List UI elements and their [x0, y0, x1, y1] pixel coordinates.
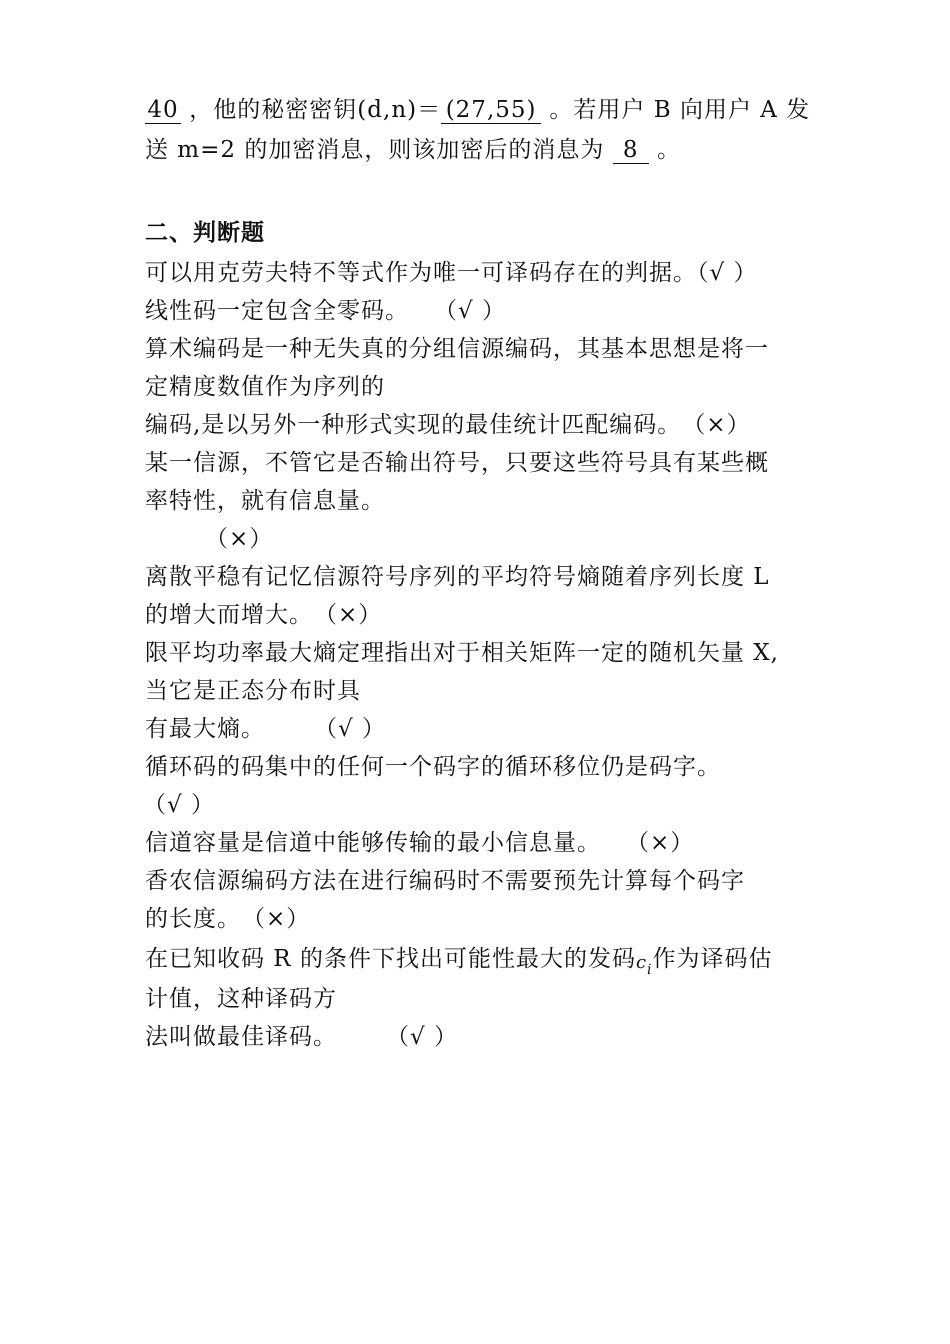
question-10-line-3: 法叫做最佳译码。 （√ ） — [145, 1024, 458, 1050]
text-segment: ，他的秘密密钥(d,n)＝ — [181, 97, 442, 123]
question-3-line-3: 编码,是以另外一种形式实现的最佳统计匹配编码。 （×） — [145, 412, 751, 438]
blank-line-2 — [145, 135, 681, 165]
question-4-line-1: 某一信源，不管它是否输出符号，只要这些符号具有某些概 — [145, 450, 769, 476]
section-heading: 二、判断题 — [145, 220, 265, 246]
question-7-line-1: 循环码的码集中的任何一个码字的循环移位仍是码字。 — [145, 754, 721, 780]
question-3-line-2: 定精度数值作为序列的 — [145, 374, 385, 400]
blank-line-1 — [145, 95, 810, 125]
codeword-symbol: c — [635, 952, 648, 973]
question-6-line-1: 限平均功率最大熵定理指出对于相关矩阵一定的随机矢量 X, — [145, 640, 779, 666]
answer-blank-public-key: 40 — [145, 97, 181, 124]
question-5-line-1: 离散平稳有记忆信源符号序列的平均符号熵随着序列长度 L — [145, 564, 770, 590]
question-9-line-1: 香农信源编码方法在进行编码时不需要预先计算每个码字 — [145, 868, 745, 894]
question-6-line-3: 有最大熵。 （√ ） — [145, 716, 386, 742]
question-3-line-1: 算术编码是一种无失真的分组信源编码，其基本思想是将一 — [145, 336, 769, 362]
text-segment: 。若用户 B 向用户 A 发 — [541, 97, 811, 123]
question-1: 可以用克劳夫特不等式作为唯一可译码存在的判据。（√ ） — [145, 260, 758, 286]
question-4-answer: （×） — [205, 526, 274, 552]
question-8: 信道容量是信道中能够传输的最小信息量。 （×） — [145, 830, 695, 856]
answer-blank-private-key: (27,55) — [441, 97, 541, 124]
text-segment: 送 m=2 的加密消息，则该加密后的消息为 — [145, 137, 613, 163]
question-2: 线性码一定包含全零码。 （√ ） — [145, 298, 506, 324]
question-10-line-2: 计值，这种译码方 — [145, 986, 337, 1012]
question-9-line-2: 的长度。 （×） — [145, 906, 311, 932]
text-segment: 在已知收码 R 的条件下找出可能性最大的发码 — [145, 946, 636, 972]
question-7-answer: （√ ） — [143, 792, 215, 818]
question-10-line-1 — [145, 944, 773, 985]
question-4-line-2: 率特性，就有信息量。 — [145, 488, 385, 514]
text-segment: 。 — [648, 137, 681, 163]
question-6-line-2: 当它是正态分布时具 — [145, 678, 361, 704]
codeword-subscript: i — [647, 962, 653, 978]
question-5-line-2: 的增大而增大。 （×） — [145, 602, 383, 628]
text-segment: 作为译码估 — [652, 946, 773, 972]
answer-blank-ciphertext: 8 — [613, 137, 649, 164]
